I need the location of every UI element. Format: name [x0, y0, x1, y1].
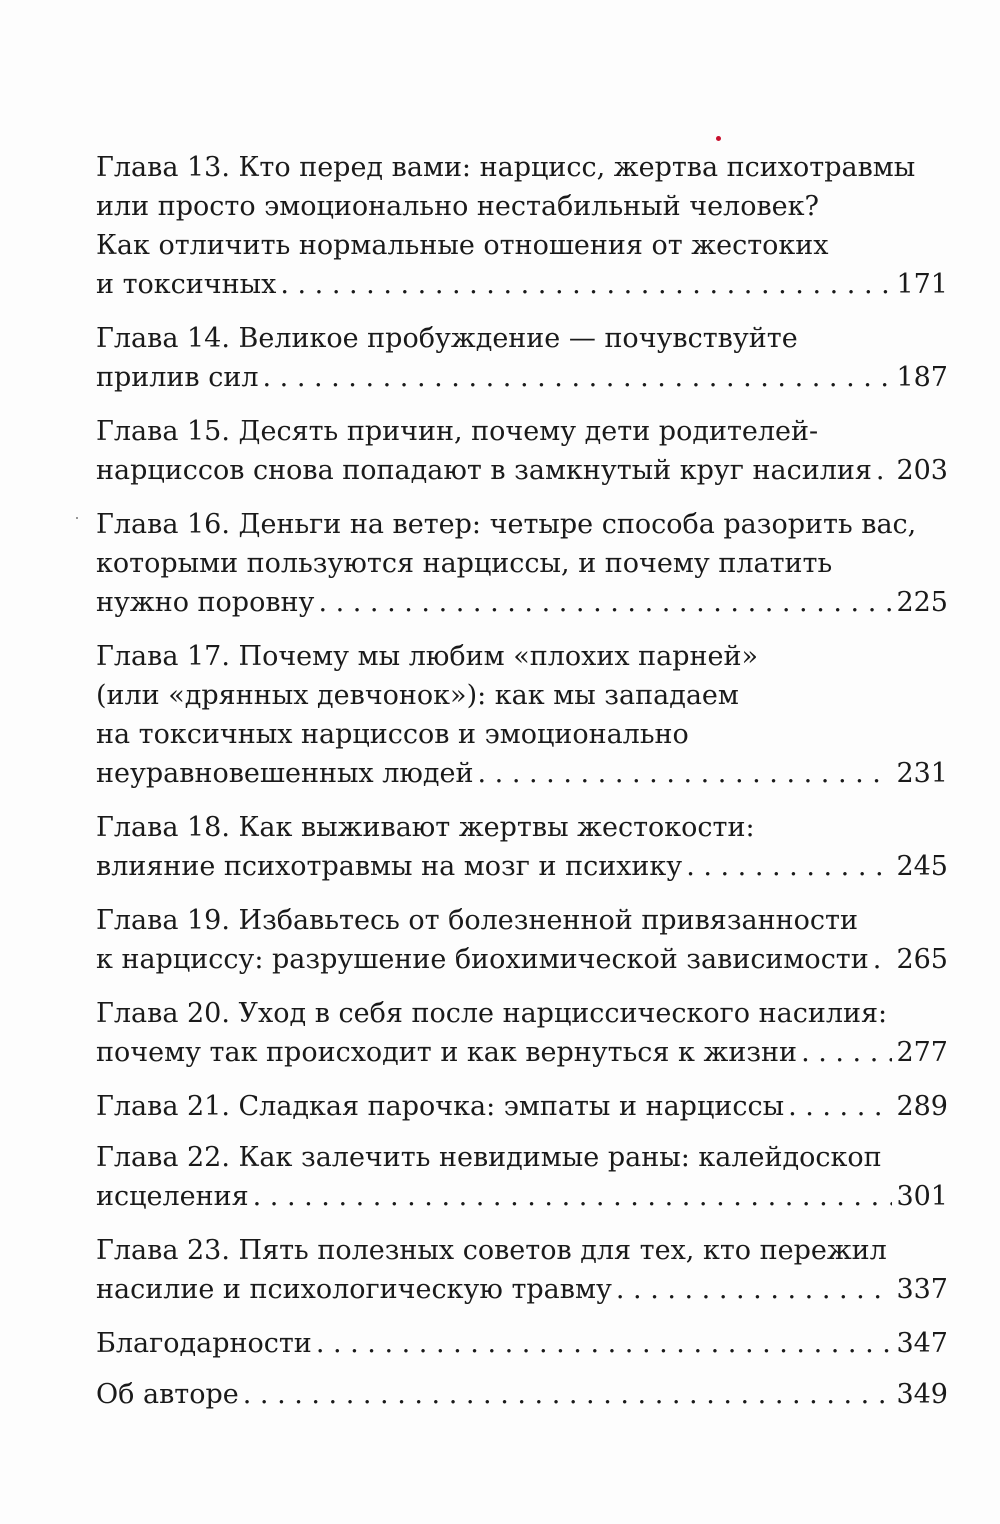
- toc-entry-title: насилие и психологическую травму: [96, 1274, 612, 1305]
- toc-entry: [96, 994, 948, 1072]
- dot-leader: [686, 847, 892, 886]
- page-number: 245: [896, 851, 948, 882]
- toc-entry-final-line: [96, 1324, 948, 1363]
- page-number: 337: [896, 1274, 948, 1305]
- toc-entry-line: Глава 13. Кто перед вами: нарцисс, жертва психотравмы: [96, 152, 916, 183]
- toc-entry-line: на токсичных нарциссов и эмоционально: [96, 719, 689, 750]
- toc-entry-line: Глава 22. Как залечить невидимые раны: калейдоскоп: [96, 1142, 882, 1173]
- toc-entry: [96, 412, 948, 490]
- dot-leader: [262, 358, 892, 397]
- toc-entry: [96, 1138, 948, 1216]
- toc-entry: [96, 148, 948, 304]
- page-number: 265: [896, 944, 948, 975]
- toc-entry-title: к нарциссу: разрушение биохимической зависимости: [96, 944, 869, 975]
- dot-leader: [616, 1270, 893, 1309]
- toc-entry-title: нужно поровну: [96, 587, 315, 618]
- page-number: 289: [896, 1091, 948, 1122]
- page-number: 301: [896, 1181, 948, 1212]
- toc-entry-final-line: [96, 1087, 948, 1126]
- dot-leader: [253, 1177, 893, 1216]
- dot-leader: [280, 265, 892, 304]
- toc-entry-line: Глава 17. Почему мы любим «плохих парней»: [96, 641, 759, 672]
- toc-entry-final-line: [96, 451, 948, 490]
- dot-leader: [873, 940, 893, 979]
- toc-entry-title: почему так происходит и как вернуться к жизни: [96, 1037, 798, 1068]
- toc-entry: [96, 637, 948, 793]
- toc-entry: [96, 1324, 948, 1363]
- page-number: 187: [896, 362, 948, 393]
- print-speck: [76, 517, 78, 519]
- toc-entry-final-line: [96, 1270, 948, 1309]
- dot-leader: [243, 1375, 893, 1414]
- toc-entry-final-line: [96, 847, 948, 886]
- page-number: 349: [896, 1379, 948, 1410]
- dot-leader: [316, 1324, 893, 1363]
- toc-entry-title: Благодарности: [96, 1328, 312, 1359]
- page-number: 231: [896, 758, 948, 789]
- dot-leader: [876, 451, 893, 490]
- toc-entry-line: Глава 23. Пять полезных советов для тех, кто пережил: [96, 1235, 887, 1266]
- page-number: 277: [896, 1037, 948, 1068]
- toc-entry-title: влияние психотравмы на мозг и психику: [96, 851, 683, 882]
- dot-leader: [478, 754, 893, 793]
- toc-entry-line: Глава 18. Как выживают жертвы жестокости:: [96, 812, 755, 843]
- toc-entry-final-line: [96, 1375, 948, 1414]
- toc-entry-line: или просто эмоционально нестабильный человек?: [96, 191, 819, 222]
- toc-entry: [96, 319, 948, 397]
- toc-entry-final-line: [96, 940, 948, 979]
- toc-entry-final-line: [96, 583, 948, 622]
- toc-entry-line: Глава 15. Десять причин, почему дети родителей-: [96, 416, 819, 447]
- toc-entry-final-line: [96, 1177, 948, 1216]
- toc-entry: [96, 1375, 948, 1414]
- toc-entry-title: Об авторе: [96, 1379, 239, 1410]
- print-mark-dot: [716, 136, 721, 141]
- toc-entry-final-line: [96, 1033, 948, 1072]
- toc-entry-line: (или «дрянных девчонок»): как мы западаем: [96, 680, 739, 711]
- toc-entry-title: Глава 21. Сладкая парочка: эмпаты и нарциссы: [96, 1091, 785, 1122]
- page-number: 347: [896, 1328, 948, 1359]
- toc-entry-line: Глава 20. Уход в себя после нарциссического насилия:: [96, 998, 888, 1029]
- dot-leader: [318, 583, 892, 622]
- toc-entry: [96, 808, 948, 886]
- toc-entry: [96, 1087, 948, 1126]
- dot-leader: [788, 1087, 892, 1126]
- page-number: 203: [896, 455, 948, 486]
- table-of-contents: [96, 148, 948, 1426]
- toc-entry-final-line: [96, 754, 948, 793]
- toc-entry-title: неуравновешенных людей: [96, 758, 474, 789]
- toc-entry-line: Как отличить нормальные отношения от жестоких: [96, 230, 829, 261]
- dot-leader: [801, 1033, 892, 1072]
- toc-entry-final-line: [96, 265, 948, 304]
- toc-entry-title: и токсичных: [96, 269, 277, 300]
- toc-entry: [96, 1231, 948, 1309]
- toc-entry-line: Глава 14. Великое пробуждение — почувствуйте: [96, 323, 798, 354]
- toc-entry: [96, 505, 948, 622]
- toc-entry-line: Глава 16. Деньги на ветер: четыре способа разорить вас,: [96, 509, 917, 540]
- page-number: 171: [896, 269, 948, 300]
- page-number: 225: [896, 587, 948, 618]
- toc-entry-line: Глава 19. Избавьтесь от болезненной привязанности: [96, 905, 858, 936]
- toc-entry-title: прилив сил: [96, 362, 259, 393]
- toc-entry-title: исцеления: [96, 1181, 249, 1212]
- toc-entry-title: нарциссов снова попадают в замкнутый круг насилия: [96, 455, 872, 486]
- toc-entry-line: которыми пользуются нарциссы, и почему платить: [96, 548, 833, 579]
- toc-entry-final-line: [96, 358, 948, 397]
- toc-entry: [96, 901, 948, 979]
